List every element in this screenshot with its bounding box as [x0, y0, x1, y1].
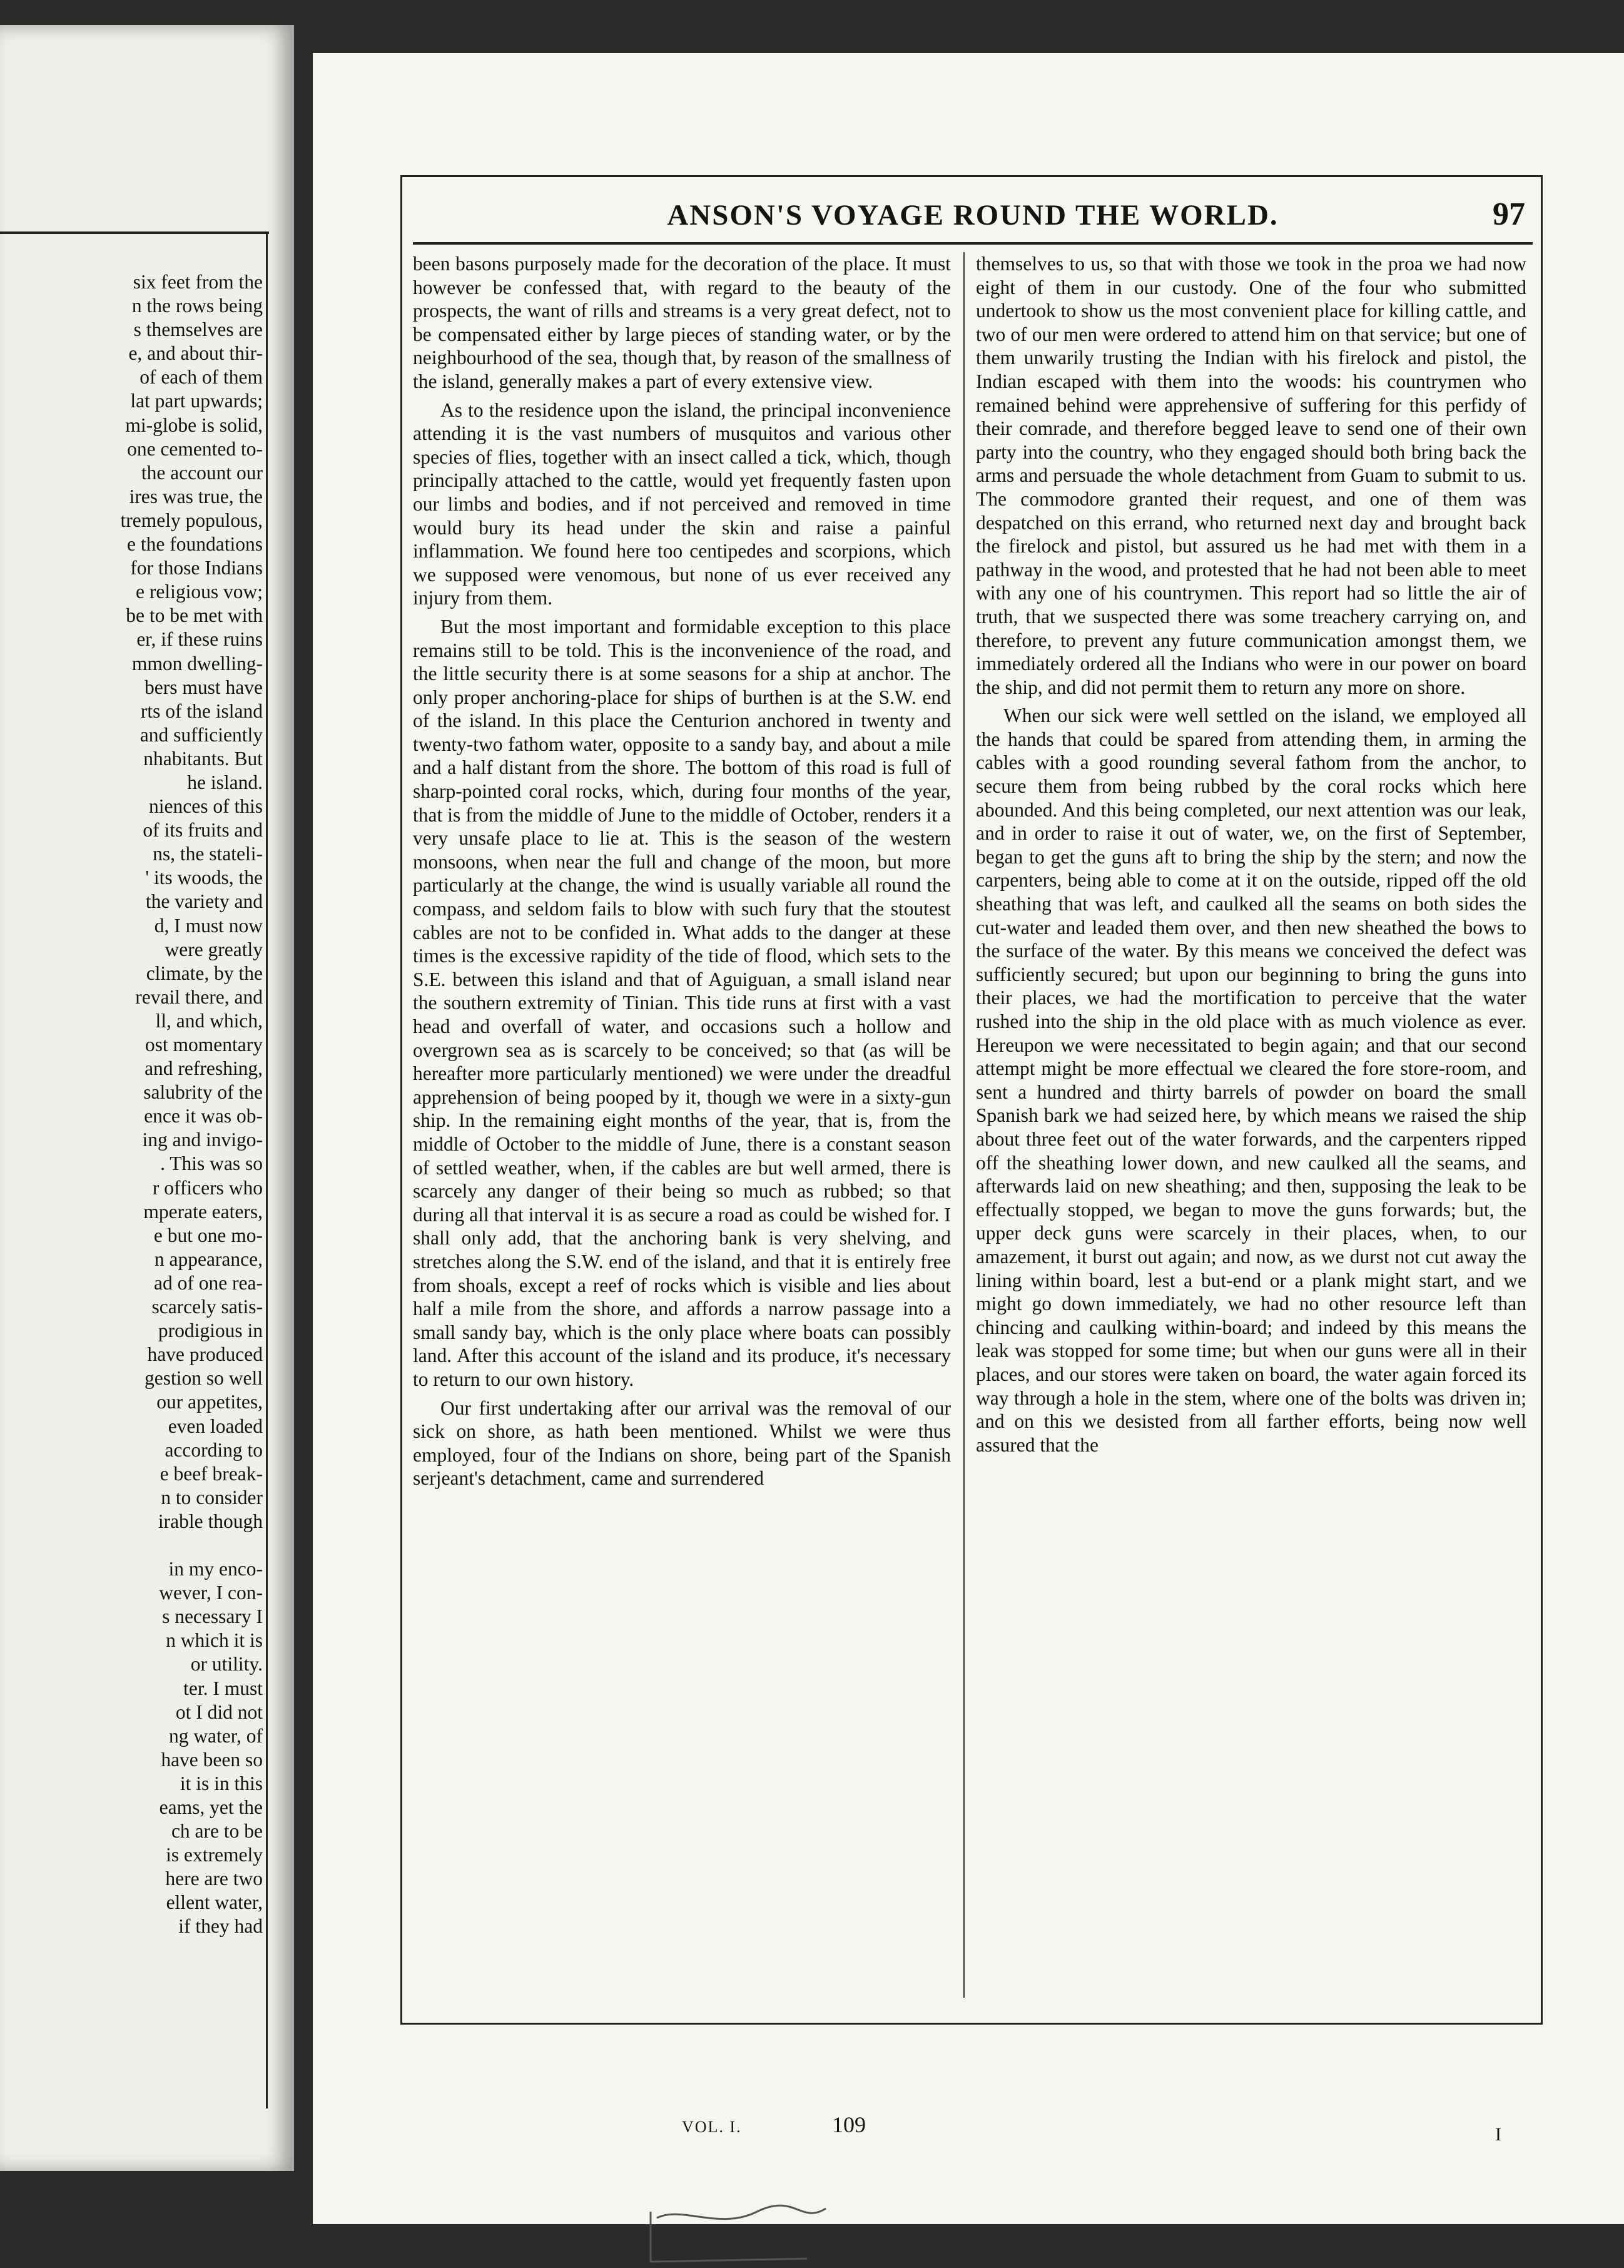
facing-page-line: n which it is	[166, 1629, 263, 1652]
volume-signature: VOL. I.	[682, 2118, 742, 2136]
facing-page-line: here are two	[165, 1868, 263, 1890]
paragraph: When our sick were well settled on the island, we employed all the hands that could be spared from attending them, in arming the cables with a good rounding several fathom from the anchor, to secure them from being rubbed by the coral rocks which here abounded. And this being completed, our next attention was our leak, and in order to raise it out of water, we, on the first of September, began to get the guns aft to bring the ship by the stern; and now the carpenters, being able to come at it on the outside, ripped off the old sheathing that was left, and caulked all the seams on both sides the cut-water and leaded them over, and then new sheathed the bows to the surface of the water. By this means we conceived the defect was sufficiently secured; but upon our beginning to bring the guns into their places, we had the mortification to perceive that the water rushed into the ship in the old place with as much violence as ever. Hereupon we were necessitated to begin again; and that our second attempt might be more effectual we cleared the fore store-room, and sent a hundred and thirty barrels of powder on board the small Spanish bark we had seized here, by which means we raised the ship about three feet out of the water forwards, and the carpenters ripped off the sheathing lower down, and new caulked all the seams, and afterwards laid on new sheathing; and then, supposing the leak to be effectually stopped, we began to move the guns forwards; but, the upper deck guns were scarcely in their places, when, to our amazement, it burst out again; and now, as we durst not cut away the lining within board, lest a but-end or a plank might start, and we might go down immediately, we had no other resource left than chincing and caulking within-board; and indeed by this means the leak was stopped for some time; but when our guns were all in their places, and our stores were taken on board, the water again forced its way through a hole in the stem, where one of the bolts was driven in; and on this we desisted from all farther efforts, being now well assured that the	[976, 704, 1526, 1456]
facing-page-line: salubrity of the	[143, 1081, 263, 1104]
facing-page-line: tremely populous,	[120, 509, 263, 531]
facing-page-line: be to be met with	[126, 604, 263, 627]
facing-page-frame-rule	[266, 231, 268, 2108]
facing-page-line: is extremely	[166, 1844, 263, 1866]
facing-page-line	[0, 1533, 263, 1557]
facing-page-line: mperate eaters,	[143, 1200, 263, 1223]
facing-page-line: lat part upwards;	[130, 390, 263, 412]
facing-page-fragment	[0, 25, 294, 2171]
facing-page-line: of its fruits and	[143, 819, 263, 842]
facing-page-line: . This was so	[160, 1152, 263, 1175]
facing-page-line: our appetites,	[156, 1391, 263, 1413]
facing-page-line: mmon dwelling-	[131, 652, 263, 674]
facing-page-line: n to consider	[161, 1486, 263, 1508]
text-column-left	[413, 252, 951, 1490]
facing-page-line: scarcely satis-	[151, 1296, 263, 1318]
facing-page-line: according to	[165, 1438, 263, 1461]
facing-page-line: irable though	[158, 1510, 263, 1532]
facing-page-line: ad of one rea-	[153, 1271, 263, 1294]
facing-page-line: ellent water,	[166, 1891, 263, 1914]
facing-page-line: e the foundations	[127, 533, 263, 556]
paragraph: Our first undertaking after our arrival was the removal of our sick on shore, as hath been mentioned. Whilst we were thus employed, four of the Indians on shore, being part of the Spanish serjeant's detachment, came and surrendered	[413, 1396, 951, 1490]
facing-page-line: s themselves are	[133, 318, 263, 341]
facing-page-line: ter. I must	[183, 1677, 263, 1699]
page-number: 109	[832, 2112, 866, 2137]
facing-page-line: even loaded	[168, 1415, 263, 1437]
facing-page-line: for those Indians	[130, 557, 263, 579]
facing-page-line: he island.	[187, 771, 263, 793]
facing-page-line: if they had	[178, 1915, 263, 1938]
facing-page-line: ence it was ob-	[144, 1105, 263, 1127]
facing-page-line: e but one mo-	[153, 1224, 263, 1246]
facing-page-line: have been so	[161, 1748, 263, 1771]
facing-page-line: e beef break-	[160, 1462, 263, 1485]
facing-page-line: bers must have	[145, 676, 263, 698]
facing-page-line: or utility.	[190, 1653, 263, 1676]
facing-page-line: ost momentary	[145, 1034, 263, 1055]
facing-page-line: it is in this	[180, 1772, 263, 1794]
folio-number: 97	[1493, 196, 1525, 232]
running-title: ANSON'S VOYAGE ROUND THE WORLD.	[667, 199, 1279, 231]
facing-page-line: er, if these ruins	[136, 628, 263, 651]
facing-page-line: e religious vow;	[136, 581, 263, 603]
facing-page-line: mi-globe is solid,	[125, 414, 263, 436]
gathering-mark: I	[1495, 2124, 1501, 2145]
paragraph: been basons purposely made for the decoration of the place. It must however be confessed that, with regard to the beauty of the prospects, the want of rills and streams is a very great defect, not to be compensated either by large pieces of standing water, or by the neighbourhood of the sea, though that, by reason of the smallness of the island, generally makes a part of every extensive view.	[413, 253, 951, 392]
facing-page-line: and refreshing,	[145, 1057, 263, 1080]
pencil-scribble	[644, 2199, 832, 2268]
facing-page-line: have produced	[147, 1343, 263, 1366]
facing-page-line: six feet from the	[133, 271, 263, 293]
facing-page-line: d, I must now	[154, 914, 263, 937]
facing-page-line: ires was true, the	[129, 485, 263, 507]
facing-page-line: and sufficiently	[140, 723, 263, 746]
facing-page-line: eams, yet the	[159, 1796, 263, 1818]
facing-page-line: ng water, of	[168, 1724, 263, 1747]
facing-page-line: in my enco-	[168, 1558, 263, 1580]
facing-page-line: prodigious in	[158, 1320, 263, 1342]
facing-page-text	[0, 270, 263, 1939]
facing-page-line: were greatly	[165, 938, 263, 960]
facing-page-line: nhabitants. But	[143, 747, 263, 770]
paragraph: As to the residence upon the island, the principal inconvenience attending it is the vast numbers of musquitos and various other species of flies, together with an insect called a tick, which, though principally attached to the cattle, would yet frequently fasten upon our limbs and bodies, and if not perceived and removed in time would bury its head under the skin and raise a painful inflammation. We found here too centipedes and scorpions, which we supposed were venomous, but none of us ever received any injury from them.	[413, 399, 951, 609]
facing-page-line: wever, I con-	[159, 1582, 263, 1604]
facing-page-line: ing and invigo-	[142, 1129, 263, 1151]
facing-page-line: n appearance,	[154, 1248, 263, 1270]
facing-page-line: niences of this	[149, 795, 263, 818]
facing-page-line: gestion so well	[145, 1367, 263, 1390]
facing-page-line: climate, by the	[146, 962, 263, 984]
facing-page-line: ch are to be	[171, 1820, 263, 1843]
facing-page-line: rts of the island	[140, 699, 263, 722]
facing-page-line: revail there, and	[135, 985, 263, 1008]
facing-page-line: the variety and	[145, 890, 263, 913]
paragraph: themselves to us, so that with those we took in the proa we had now eight of them in our custody. One of the four who submitted undertook to show us the most convenient place for killing cattle, and two of our men were ordered to attend him on that service; but one of them unwarily trusting the Indian with his firelock and pistol, the Indian escaped with them into the woods: his countrymen who remained behind were apprehensive of suffering for this perfidy of their comrade, and therefore begged leave to send one of their own party into the country, who they engaged should both bring back the arms and persuade the whole detachment from Guam to submit to us. The commodore granted their request, and one of them was despatched on this errand, who returned next day and brought back the firelock and pistol, but assured us he had met with them in a pathway in the wood, and protested that he had not been able to meet with any one of his countrymen. This report had so little the air of truth, that we suspected there was some treachery carrying on, and therefore, to prevent any future communication amongst them, we immediately ordered all the Indians who were in our power on board the ship, and did not permit them to return any more on shore.	[976, 253, 1526, 698]
facing-page-line: ot I did not	[175, 1701, 263, 1723]
facing-page-line: ns, the stateli-	[153, 843, 263, 865]
facing-page-line: one cemented to-	[127, 437, 263, 460]
facing-page-line: e, and about thir-	[128, 342, 263, 365]
facing-page-line: ' its woods, the	[145, 867, 263, 889]
paragraph: But the most important and formidable exception to this place remains still to be told. This is the inconvenience of the road, and the little security there is at some seasons for a ship at anchor. The only proper anchoring-place for ships of burthen is at the S.W. end of the island. In this place the Centurion anchored in twenty and twenty-two fathom water, opposite to a sandy bay, and about a mile and a half distant from the shore. The bottom of this road is full of sharp-pointed coral rocks, which, during four months of the year, that is from the middle of June to the middle of October, renders it a very unsafe place to lie at. This is the season of the western monsoons, when near the full and change of the moon, but more particularly at the change, the wind is usually variable all round the compass, and seldom fails to blow with such fury that the stoutest cables are not to be confided in. What adds to the danger at these times is the excessive rapidity of the tide of flood, which sets to the S.E. between this island and that of Aguiguan, a small island near the southern extremity of Tinian. This tide runs at first with a vast head and overfall of water, and occasions such a hollow and overgrown sea as is scarcely to be conceived; so that (as will be hereafter more particularly mentioned) we were under the dreadful apprehension of being pooped by it, though we were in a sixty-gun ship. In the remaining eight months of the year, that is, from the middle of October to the middle of June, there is a constant season of settled weather, when, if the cables are but well armed, there is scarcely any danger of their being so much as rubbed; so that during all that interval it is as secure a road as could be wished for. I shall only add, that the anchoring bank is very shelving, and stretches along the S.W. end of the island, and that it is entirely free from shoals, except a reef of rocks which is visible and lies about half a mile from the shore, and affords a narrow passage into a small sandy bay, which is the only place where boats can possibly land. After this account of the island and its produce, it's necessary to return to our own history.	[413, 615, 951, 1390]
facing-page-line: s necessary I	[162, 1605, 263, 1628]
facing-page-line: of each of them	[140, 366, 263, 389]
facing-page-line: r officers who	[152, 1176, 263, 1199]
running-head	[413, 198, 1533, 245]
text-column-right	[976, 252, 1526, 1457]
facing-page-line: the account our	[141, 461, 263, 484]
column-divider	[963, 252, 965, 1998]
facing-page-line: ll, and which,	[155, 1009, 263, 1032]
book-page	[313, 53, 1624, 2224]
facing-page-line: n the rows being	[131, 295, 263, 317]
facing-page-head-rule	[0, 231, 269, 234]
